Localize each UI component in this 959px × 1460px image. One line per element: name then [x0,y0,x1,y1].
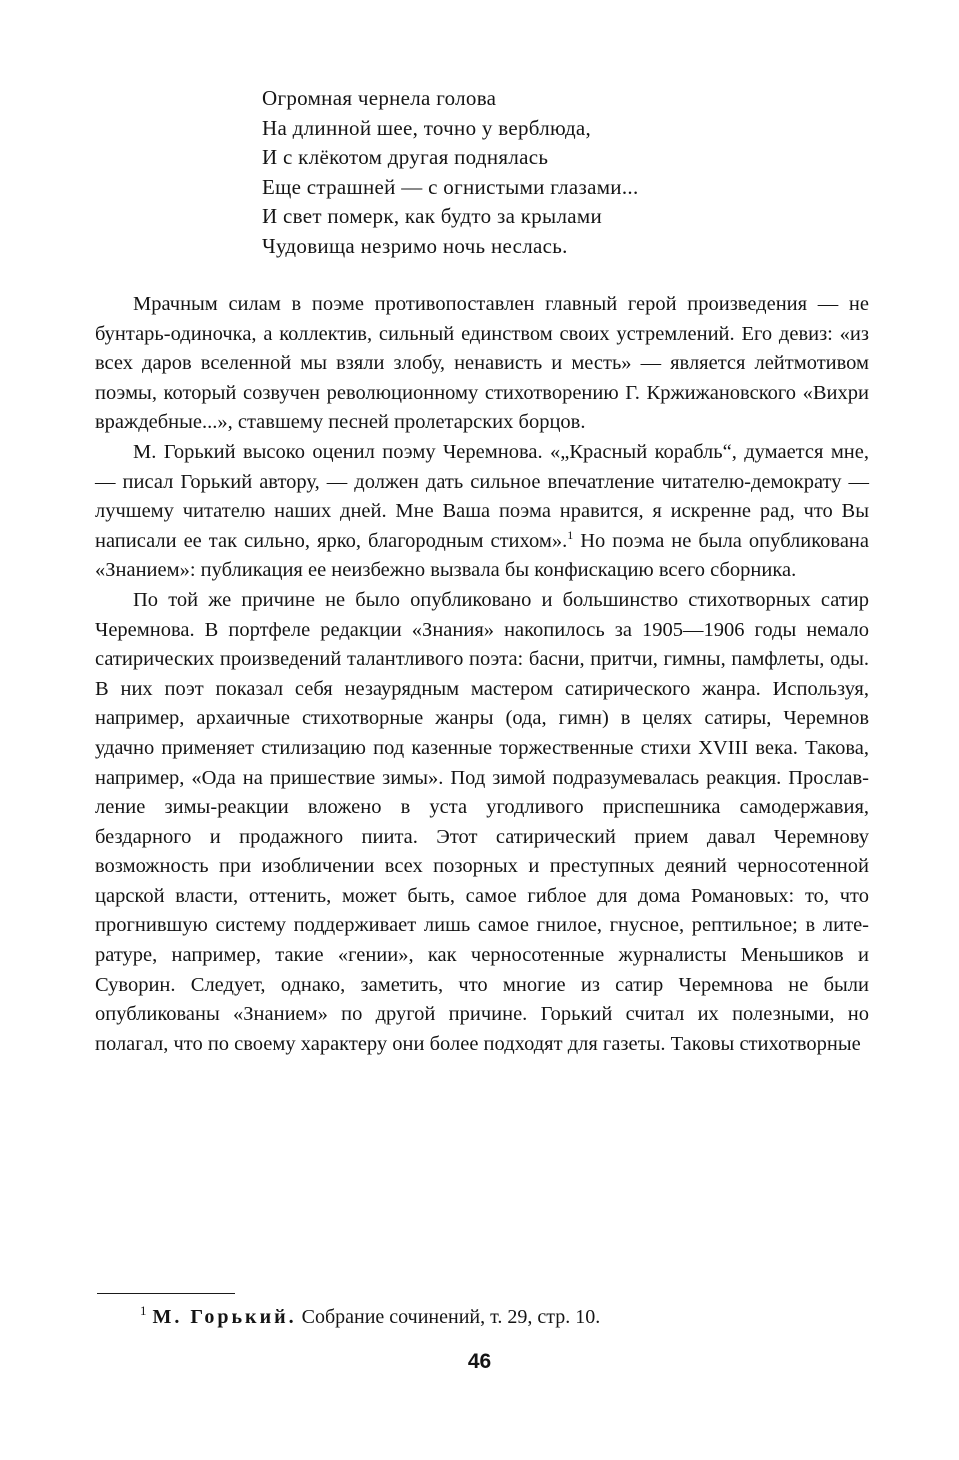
footnote-marker: 1 [140,1303,147,1319]
poem-excerpt [262,84,822,262]
poem-line: И свет померк, как будто за крылами [262,204,602,229]
footnote-author: М. Горький. [152,1306,297,1328]
poem-line: Огромная чернела голова [262,86,497,110]
poem-line: Чудовища незримо ночь неслась. [262,233,568,258]
paragraph [95,438,869,586]
paragraph: По той же причине не было опубликовано и большинство стихотворных сатир Черемнова. В портфеле редакции «Знания» накопилось за 1905—1906 годы немало сатирических произведений талантливого поэта: басни, притчи, гимны, памфлеты, оды. В них поэт показал себя незаурядным мастером сатирического жанра. Используя, например, архаичные стихотворные жанры (ода, гимн) в целях сатиры, Черемнов удачно применяет стилизацию под казенные торжественные стихи XVIII века. Такова, например, «Ода на пришествие зимы». Под зимой подразумевалась реакция. Прославление зимы-реакции вложено в уста угодливого приспешника самодержавия, бездарного и продажного пиита. Этот сатирический прием давал Черемнову возможность при изобличении всех позорных и преступных деяний черносотенной царской власти, оттенить, может быть, самое гиблое для дома Романовых: то, что прогнившую систему поддерживает лишь самое гнилое, гнусное, рептильное; в литературе, например, такие «гении», как черносотенные журналисты Меньшиков и Суворин. Следует, однако, заметить, что многие из сатир Черемнова не были опубликованы «Знанием» по другой причине. Горький считал их полезными, но полагал, что по своему характеру они более подходят для газеты. Таковы стихотворные [95,588,869,1055]
footnote-reference: 1 [567,527,574,542]
poem-line: На длинной шее, точно у верблюда, [262,115,592,140]
poem-line: Еще страшней — с огнистыми глазами... [262,174,639,199]
body-text [95,290,869,1059]
footnote-text: Собрание сочинений, т. 29, стр. 10. [296,1306,601,1328]
paragraph-text: Но поэма не была опубликована «Знанием»: публикация ее неизбежно вызвала бы конфискацию всего сборника. [95,529,869,582]
paragraph: Мрачным силам в поэме противопоставлен главный герой произведения — не бунтарь-одиночка, а коллектив, сильный единством своих устремлений. Его девиз: «из всех даров вселенной мы взяли злобу, ненависть и месть» — является лейтмотивом поэмы, который созвучен революционному стихотворению Г. Кржижановского «Вихри враждебные...», ставшему песней пролетарских борцов. [95,293,869,434]
paragraph-text: М. Горький высоко оценил поэму Черемнова. «„Красный корабль“, думается мне, — писал Горький автору, — должен дать сильное впечатление читателю-демократу — лучшему читателю наших дней. Мне Ваша поэма нравится, я искренне рад, что Вы написали ее так сильно, ярко, благородным стихом». [95,440,869,552]
footnote [140,1303,600,1331]
footnote-divider [97,1293,235,1294]
page-number: 46 [467,1350,492,1373]
poem-line: И с клёкотом другая поднялась [262,145,549,170]
